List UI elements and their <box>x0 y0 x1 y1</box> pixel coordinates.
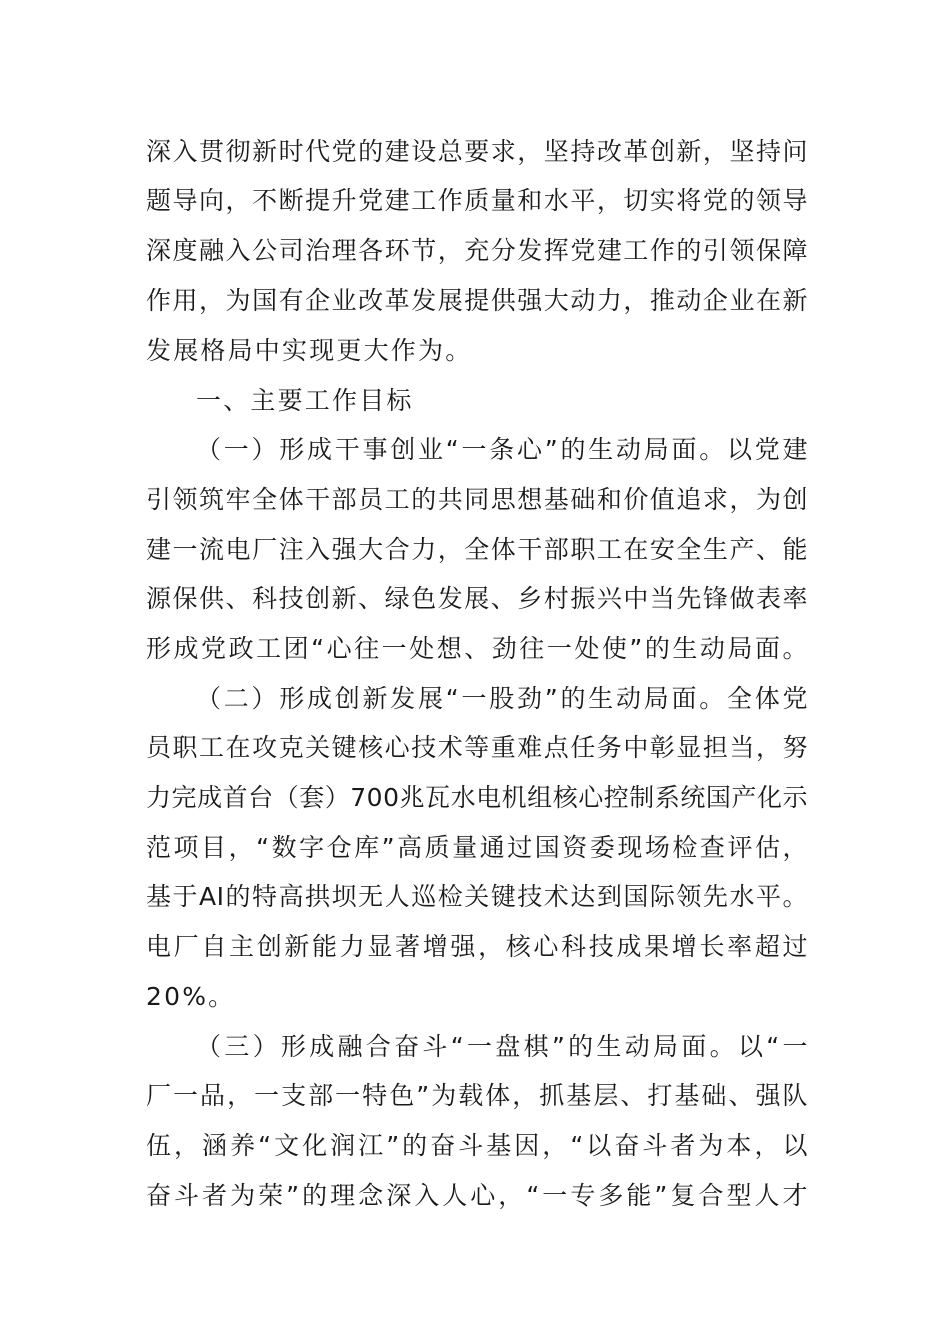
paragraph-line: 作用，为国有企业改革发展提供强大动力，推动企业在新 <box>146 286 808 315</box>
paragraph-line: 伍，涵养“文化润江”的奋斗基因，“以奋斗者为本，以 <box>146 1131 808 1160</box>
paragraph-line: 建一流电厂注入强大合力，全体干部职工在安全生产、能 <box>146 535 808 564</box>
paragraph-line: 20%。 <box>146 982 236 1011</box>
paragraph-line: 力完成首台（套）700兆瓦水电机组核心控制系统国产化示 <box>146 783 808 812</box>
paragraph-line: 深度融入公司治理各环节，充分发挥党建工作的引领保障 <box>146 236 808 265</box>
paragraph-line: （三）形成融合奋斗“一盘棋”的生动局面。以“一 <box>196 1032 808 1061</box>
paragraph-line: 深入贯彻新时代党的建设总要求，坚持改革创新，坚持问 <box>146 137 808 166</box>
paragraph-line: 员职工在攻克关键核心技术等重难点任务中彰显担当，努 <box>146 733 808 762</box>
paragraph-line: 电厂自主创新能力显著增强，核心科技成果增长率超过 <box>146 932 808 961</box>
paragraph-line: 发展格局中实现更大作为。 <box>146 336 473 365</box>
paragraph-line: 基于AI的特高拱坝无人巡检关键技术达到国际领先水平。 <box>146 882 808 911</box>
paragraph-line: （一）形成干事创业“一条心”的生动局面。以党建 <box>196 435 808 464</box>
paragraph-line: 形成党政工团“心往一处想、劲往一处使”的生动局面。 <box>146 634 808 663</box>
section-heading: 一、主要工作目标 <box>196 386 414 415</box>
paragraph-line: 引领筑牢全体干部员工的共同思想基础和价值追求，为创 <box>146 485 808 514</box>
paragraph-line: 源保供、科技创新、绿色发展、乡村振兴中当先锋做表率 <box>146 584 808 613</box>
paragraph-line: 厂一品，一支部一特色”为载体，抓基层、打基础、强队 <box>146 1081 808 1110</box>
paragraph-line: 范项目，“数字仓库”高质量通过国资委现场检查评估， <box>146 833 808 862</box>
paragraph-line: （二）形成创新发展“一股劲”的生动局面。全体党 <box>196 684 808 713</box>
paragraph-line: 奋斗者为荣”的理念深入人心，“一专多能”复合型人才 <box>146 1181 808 1210</box>
paragraph-line: 题导向，不断提升党建工作质量和水平，切实将党的领导 <box>146 186 808 215</box>
